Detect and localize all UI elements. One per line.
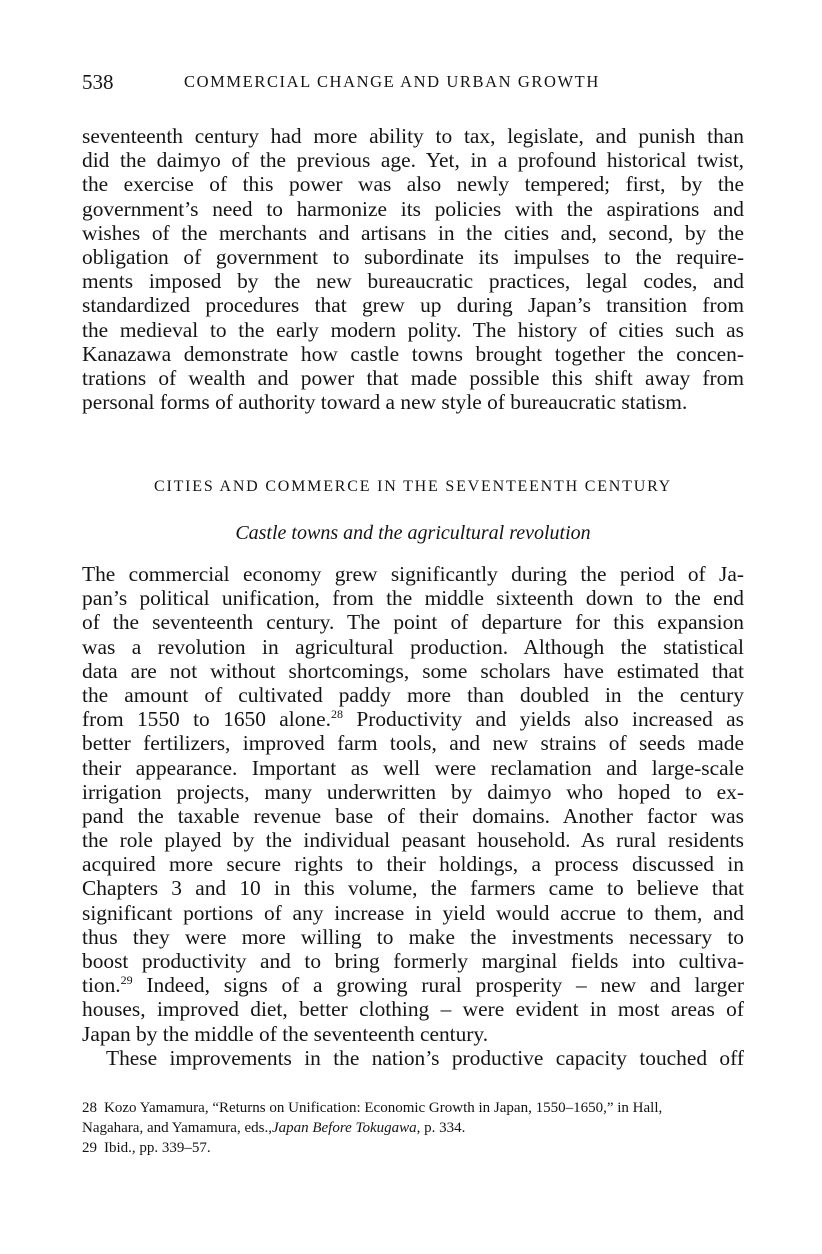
text-line: The commercial economy grew significantly during the period of Ja- <box>82 562 744 586</box>
text-line: obligation of government to subordinate its impulses to the require- <box>82 244 744 269</box>
footnote-text: Ibid., pp. 339–57. <box>104 1140 211 1156</box>
text-line-with-footnote-28 <box>82 707 744 731</box>
text-line: data are not without shortcomings, some scholars have estimated that <box>82 658 744 683</box>
footnote-ref-29[interactable]: 29 <box>120 973 133 988</box>
footnote-28-continued <box>82 1118 744 1138</box>
text-line: standardized procedures that grew up during Japan’s transition from <box>82 293 744 318</box>
text-fragment: tion. <box>82 973 121 998</box>
page-number: 538 <box>82 70 114 94</box>
footnote-text: Nagahara, and Yamamura, eds., <box>82 1120 272 1136</box>
text-line: was a revolution in agricultural production. Although the statistical <box>82 634 744 659</box>
text-line: personal forms of authority toward a new style of bureaucratic statism. <box>82 390 688 415</box>
text-line: of the seventeenth century. The point of departure for this expansion <box>82 610 744 635</box>
text-line: Chapters 3 and 10 in this volume, the farmers came to believe that <box>82 876 744 901</box>
paragraph-2 <box>82 562 744 1046</box>
running-head <box>82 70 744 100</box>
footnote-28 <box>82 1098 744 1118</box>
text-line: significant portions of any increase in yield would accrue to them, and <box>82 900 744 925</box>
text-line: trations of wealth and power that made possible this shift away from <box>82 365 744 390</box>
text-line: ments imposed by the new bureaucratic practices, legal codes, and <box>82 269 744 294</box>
book-title: Japan Before Tokugawa <box>271 1120 417 1136</box>
text-line: pand the taxable revenue base of their domains. Another factor was <box>82 803 744 828</box>
footnotes <box>82 1098 744 1158</box>
footnote-ref-28[interactable]: 28 <box>330 707 343 722</box>
text-line: acquired more secure rights to their holdings, a process discussed in <box>82 852 744 877</box>
text-line: the role played by the individual peasant household. As rural residents <box>82 828 744 853</box>
footnote-text: , p. 334. <box>416 1120 466 1136</box>
text-fragment: from 1550 to 1650 alone. <box>82 707 331 732</box>
text-line: the medieval to the early modern polity. The history of cities such as <box>82 317 744 342</box>
subsection-heading: Castle towns and the agricultural revolution <box>235 522 591 544</box>
text-line: the amount of cultivated paddy more than doubled in the century <box>82 682 744 707</box>
section-heading: CITIES AND COMMERCE IN THE SEVENTEENTH CENTURY <box>153 478 673 495</box>
footnote-number: 28 <box>82 1100 97 1116</box>
text-line: Kanazawa demonstrate how castle towns brought together the concen- <box>82 341 744 366</box>
text-line: irrigation projects, many underwritten by daimyo who hoped to ex- <box>82 779 744 804</box>
text-line: boost productivity and to bring formerly marginal fields into cultiva- <box>82 949 744 973</box>
footnote-text: Kozo Yamamura, “Returns on Unification: Economic Growth in Japan, 1550–1650,” in Hall, <box>104 1100 663 1116</box>
text-line: Japan by the middle of the seventeenth century. <box>82 1021 489 1046</box>
text-fragment: Productivity and yields also increased as <box>342 707 744 732</box>
text-line: thus they were more willing to make the investments necessary to <box>82 924 744 949</box>
footnote-number: 29 <box>82 1140 97 1156</box>
text-line: their appearance. Important as well were reclamation and large-scale <box>82 755 744 780</box>
text-line-with-footnote-29 <box>82 973 744 997</box>
footnote-29 <box>82 1138 744 1158</box>
text-line: better fertilizers, improved farm tools, and new strains of seeds made <box>82 731 744 756</box>
text-line: government’s need to harmonize its policies with the aspirations and <box>82 196 744 221</box>
text-line: houses, improved diet, better clothing – were evident in most areas of <box>82 997 744 1022</box>
paragraph-1 <box>82 124 744 414</box>
paragraph-3 <box>82 1046 744 1070</box>
text-line: did the daimyo of the previous age. Yet, in a profound historical twist, <box>82 148 744 173</box>
text-line: These improvements in the nation’s productive capacity touched off <box>106 1046 744 1070</box>
text-fragment: Indeed, signs of a growing rural prosperity – new and larger <box>132 973 744 998</box>
text-line: wishes of the merchants and artisans in the cities and, second, by the <box>82 220 744 245</box>
text-line: seventeenth century had more ability to tax, legislate, and punish than <box>82 124 744 148</box>
running-title: COMMERCIAL CHANGE AND URBAN GROWTH <box>184 72 600 91</box>
text-line: pan’s political unification, from the middle sixteenth down to the end <box>82 586 744 611</box>
text-line: the exercise of this power was also newly tempered; first, by the <box>82 172 744 197</box>
